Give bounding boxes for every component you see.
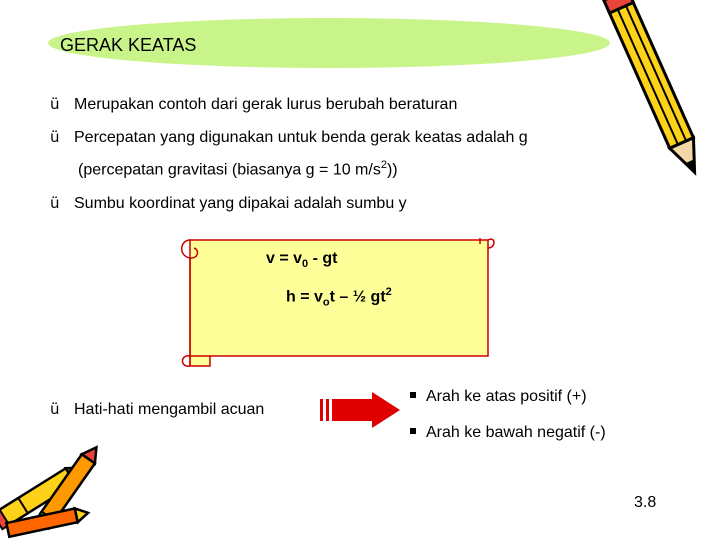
bullet-3 xyxy=(50,194,407,213)
direction-down xyxy=(410,424,606,442)
formula-height-sup: 2 xyxy=(385,286,392,298)
check-icon: ü xyxy=(50,400,60,418)
formula-height-sub: o xyxy=(322,296,330,309)
direction-up-text: Arah ke atas positif (+) xyxy=(426,388,587,405)
formula-height xyxy=(286,286,392,309)
formula-velocity xyxy=(266,250,337,270)
gravity-note-prefix: (percepatan gravitasi (biasanya g = 10 m/s xyxy=(78,161,381,179)
bullet-2-text: Percepatan yang digunakan untuk benda gerak keatas adalah g xyxy=(74,129,528,146)
formula-velocity-a: v = v xyxy=(266,250,303,267)
square-bullet-icon xyxy=(410,392,416,398)
formula-velocity-b: - gt xyxy=(308,250,338,267)
direction-down-text: Arah ke bawah negatif (-) xyxy=(426,424,606,441)
check-icon: ü xyxy=(50,128,60,146)
formula-height-b: t – ½ gt xyxy=(329,288,386,306)
right-arrow-icon xyxy=(320,390,402,430)
check-icon: ü xyxy=(50,194,60,212)
bullet-1-text: Merupakan contoh dari gerak lurus berubah beraturan xyxy=(74,96,458,113)
caution-text: Hati-hati mengambil acuan xyxy=(74,401,265,418)
bullet-3-text: Sumbu koordinat yang dipakai adalah sumbu y xyxy=(74,195,407,212)
check-icon: ü xyxy=(50,95,60,113)
gravity-note xyxy=(78,159,398,179)
formula-height-a: h = v xyxy=(286,288,323,306)
crayons-icon xyxy=(0,430,130,540)
bullet-1 xyxy=(50,95,457,114)
direction-up xyxy=(410,388,587,406)
page-number: 3.8 xyxy=(634,494,657,511)
formula-velocity-sub: 0 xyxy=(302,258,309,271)
gravity-note-sup: 2 xyxy=(380,159,387,171)
pencil-icon xyxy=(596,0,720,180)
slide-title: GERAK KEATAS xyxy=(60,35,197,55)
caution-bullet xyxy=(50,400,264,419)
square-bullet-icon xyxy=(410,428,416,434)
gravity-note-suffix: )) xyxy=(386,161,398,179)
bullet-2 xyxy=(50,128,528,147)
